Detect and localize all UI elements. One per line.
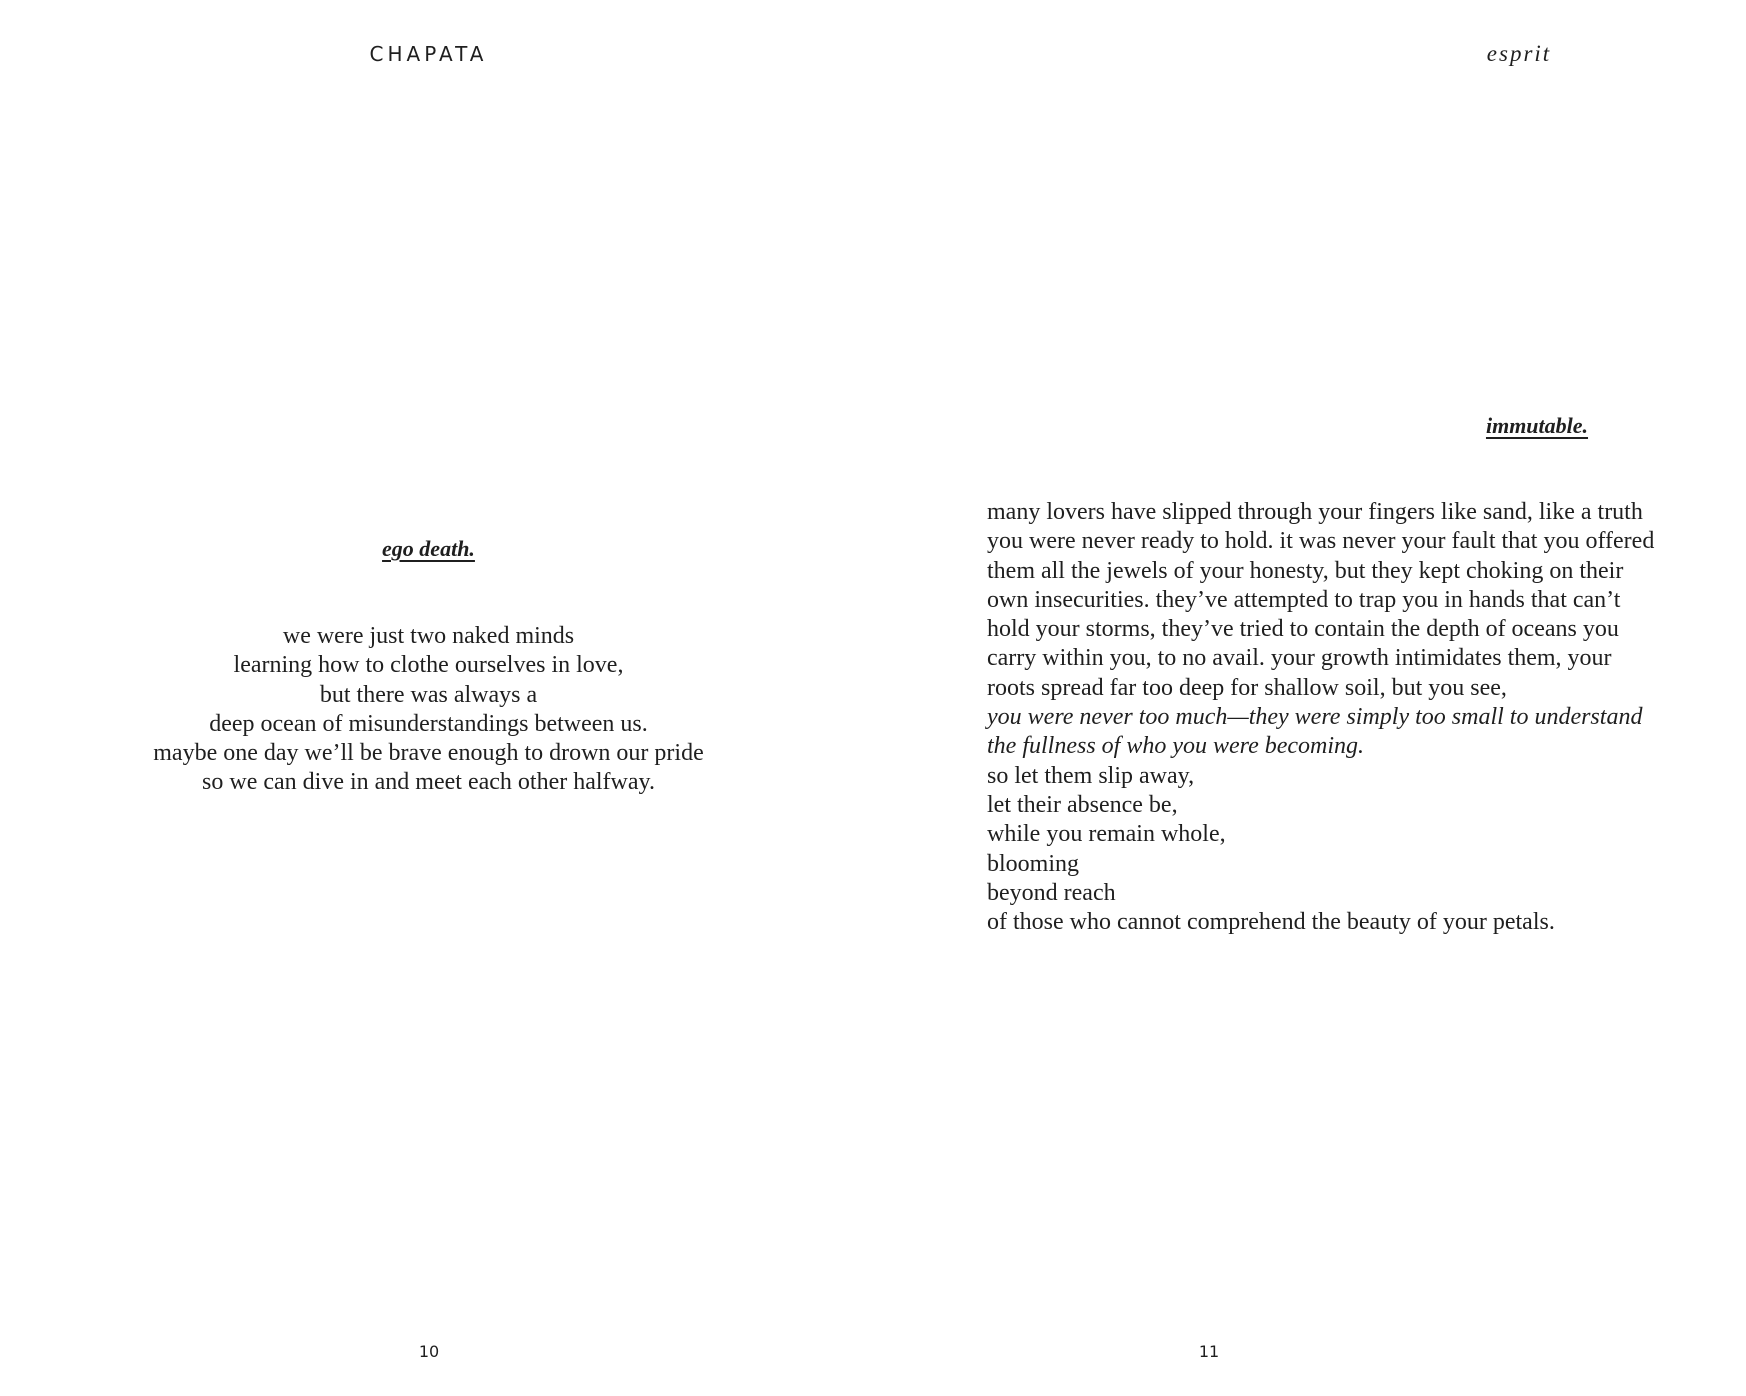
poem-line: learning how to clothe ourselves in love, — [233, 652, 624, 679]
italic-passage: you were never too much—they were simply too small to understand the fullness of who you were becoming. — [987, 704, 1643, 760]
running-head-author: CHAPATA — [369, 42, 488, 66]
poem-line: of those who cannot comprehend the beauty of your petals. — [987, 909, 1555, 936]
poem-title-immutable: immutable. — [1485, 413, 1589, 438]
poem-line: so let them slip away, — [987, 762, 1195, 789]
poem-line: beyond reach — [987, 879, 1116, 906]
poem-line: deep ocean of misunderstandings between us. — [209, 710, 648, 737]
prose-paragraph: many lovers have slipped through your fingers like sand, like a truth you were never ready to hold. it was never your fault that you offered them all the jewels of your honesty, but they kept choking on their own insecurities. they’ve attempted to trap you in hands that can’t hold your storms, they’ve tried to contain the depth of oceans you carry within you, to no avail. your growth intimidates them, your roots spread far too deep for shallow soil, but you see, — [987, 499, 1655, 701]
poem-immutable — [987, 498, 1663, 937]
running-head-book-title: esprit — [1486, 41, 1552, 66]
poem-line: maybe one day we’ll be brave enough to drown our pride — [153, 740, 704, 767]
poem-ego-death — [60, 622, 797, 798]
poem-line: so we can dive in and meet each other halfway. — [202, 769, 655, 796]
poem-line: while you remain whole, — [987, 821, 1226, 848]
poem-line: we were just two naked minds — [282, 623, 575, 649]
poem-line: blooming — [987, 850, 1080, 877]
right-page — [873, 0, 1746, 1396]
page-number-left: 10 — [418, 1342, 440, 1361]
poem-title-ego-death: ego death. — [382, 536, 475, 561]
poem-line: let their absence be, — [987, 791, 1178, 818]
page-number-right: 11 — [1198, 1342, 1220, 1361]
poem-line: but there was always a — [319, 681, 538, 708]
